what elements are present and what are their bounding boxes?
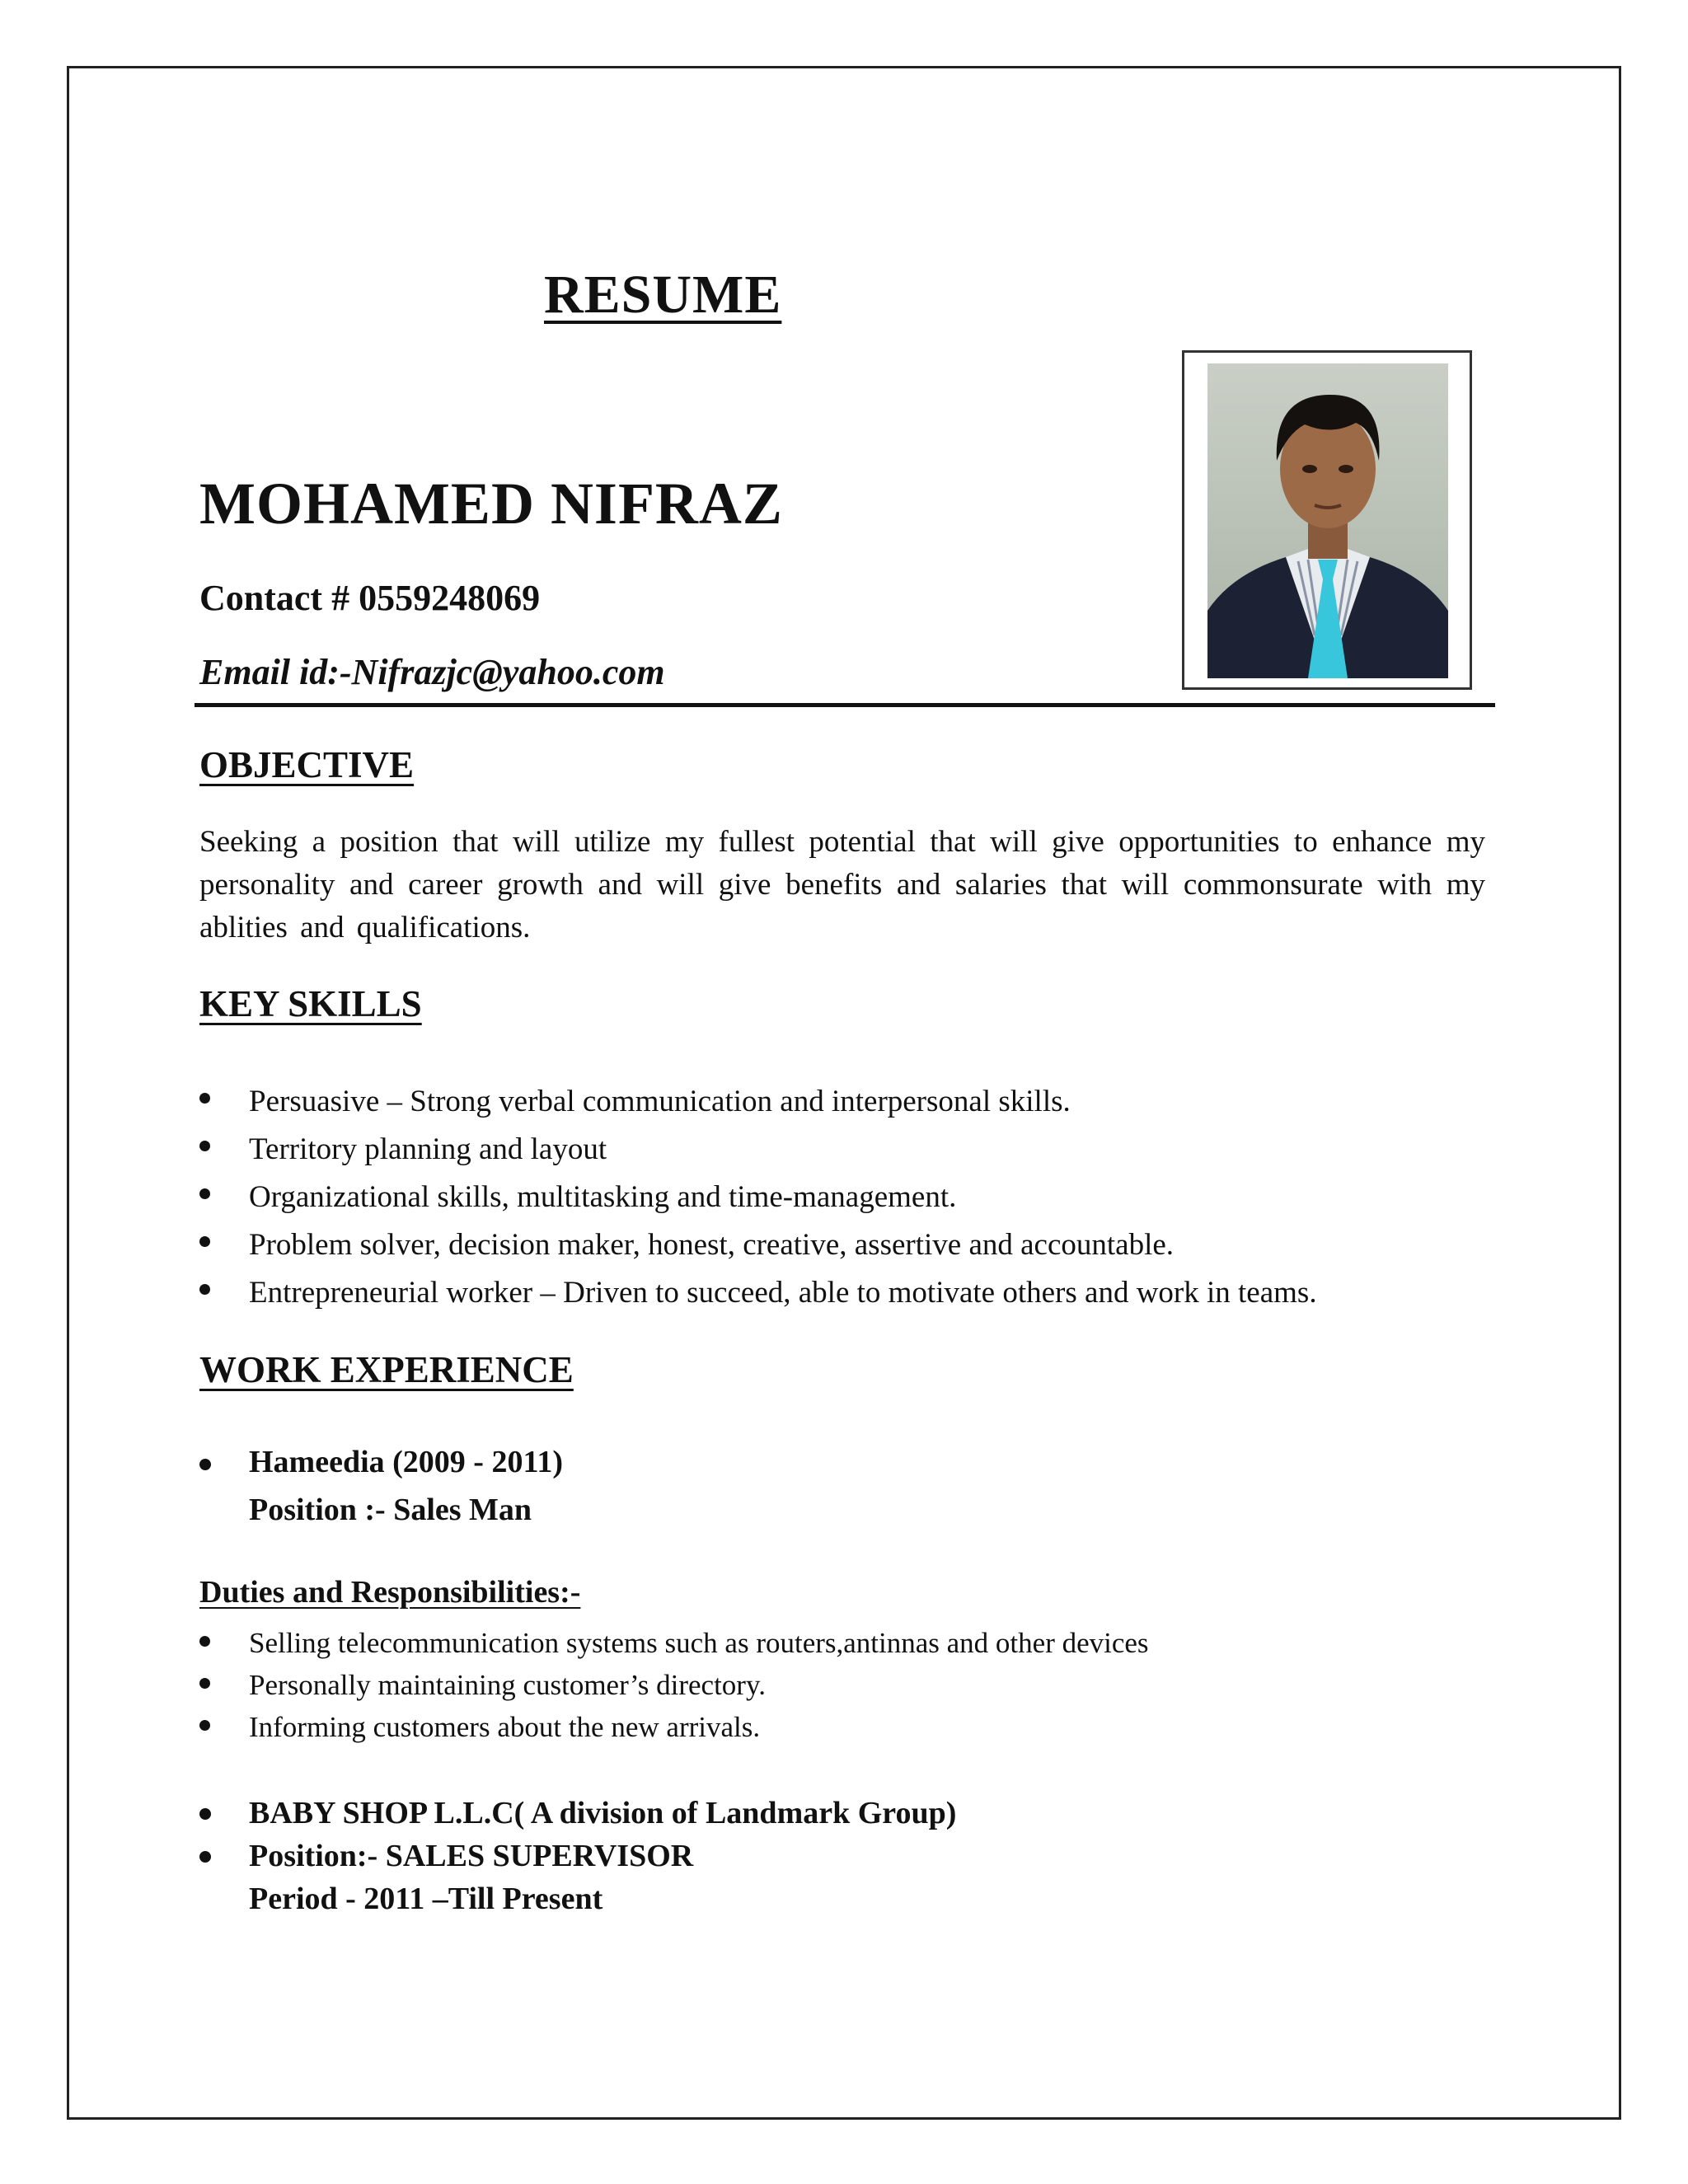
list-item: Informing customers about the new arrivals. [199, 1706, 1149, 1748]
header-divider [195, 703, 1495, 707]
list-item: Persuasive – Strong verbal communication and interpersonal skills. [199, 1078, 1317, 1126]
profile-photo [1182, 350, 1472, 690]
work-experience-heading: WORK EXPERIENCE [199, 1349, 574, 1390]
document-title: RESUME [544, 265, 782, 325]
list-item: Selling telecommunication systems such as routers,antinnas and other devices [199, 1622, 1149, 1664]
list-item: Entrepreneurial worker – Driven to succeed, able to motivate others and work in teams. [199, 1269, 1317, 1317]
profile-photo-portrait [1207, 363, 1448, 678]
candidate-name: MOHAMED NIFRAZ [199, 471, 783, 537]
duties-heading: Duties and Responsibilities:- [199, 1575, 581, 1610]
list-item: Organizational skills, multitasking and time-management. [199, 1174, 1317, 1221]
objective-heading: OBJECTIVE [199, 744, 415, 785]
list-item: Personally maintaining customer’s directory. [199, 1664, 1149, 1706]
job2-company: BABY SHOP L.L.C( A division of Landmark Group) [249, 1796, 957, 1830]
key-skills-list [199, 1078, 1317, 1317]
email-address: Email id:-Nifrazjc@yahoo.com [199, 652, 665, 692]
job2-period: Period - 2011 –Till Present [249, 1882, 603, 1916]
job2-position: Position:- SALES SUPERVISOR [249, 1839, 694, 1873]
duties-list [199, 1622, 1149, 1748]
objective-text: Seeking a position that will utilize my fullest potential that will give opportunities to enhance my personality and career growth and will give benefits and salaries that will commonsurate with my ablities and qualifications. [199, 825, 1485, 944]
job1-position: Position :- Sales Man [249, 1493, 532, 1527]
job-bullet [199, 1808, 211, 1820]
list-item: Territory planning and layout [199, 1126, 1317, 1174]
job-bullet [199, 1459, 211, 1470]
job-bullet [199, 1851, 211, 1863]
job1-company: Hameedia (2009 - 2011) [249, 1445, 564, 1479]
list-item: Problem solver, decision maker, honest, creative, assertive and accountable. [199, 1221, 1317, 1269]
contact-number: Contact # 0559248069 [199, 578, 541, 618]
key-skills-heading: KEY SKILLS [199, 983, 422, 1024]
